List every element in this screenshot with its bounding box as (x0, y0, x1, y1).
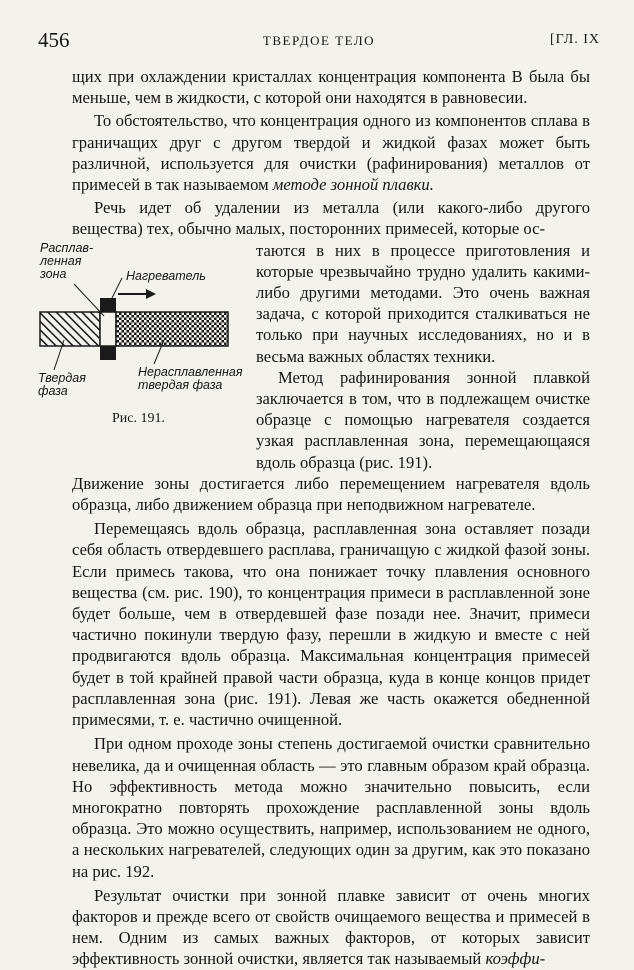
label-solid-line2: фаза (38, 383, 68, 398)
page-header (38, 22, 600, 52)
paragraph-5: Перемещаясь вдоль образца, расплавленная зона оставляет позади себя область отвердевшего расплава, граничащую с жидкой фазой зоны. Если примесь такова, что она понижает точку плавления основного вещества (см. рис. 190), то концентрация примеси в расплавленной зоне будет больше, чем в отвердевшей фазе позади нее. Значит, примеси частично покинули твердую фазу, перешли в жидкую и вместе с ней продвигаются вдоль образца. Максимальная концентрация примесей будет в той крайней правой части образца, куда в конце концов придет расплавленная зона (рис. 191). Левая же часть окажется обедненной примесями, т. е. частично очищенной. (72, 519, 590, 730)
paragraph-2-emphasis: методе зонной плавки. (272, 175, 434, 195)
label-melted-zone-line1: Расплав- (40, 240, 94, 255)
label-solid-phase (38, 372, 86, 398)
melted-zone-region (100, 312, 116, 346)
paragraph-7-emphasis: коэффи- (485, 949, 546, 969)
label-melted-zone-line2: ленная (40, 253, 82, 268)
direction-arrow-head (146, 289, 156, 299)
running-title: ТВЕРДОЕ ТЕЛО (262, 33, 376, 48)
label-melted-zone (40, 242, 93, 281)
figure-caption: Рис. 191. (112, 410, 165, 426)
label-unmelted-phase (138, 366, 243, 392)
paragraph-2 (72, 110, 590, 195)
leader-melted-zone (74, 284, 104, 316)
paragraph-3-top: Речь идет об удалении из металла (или какого-либо другого вещества) тех, обычно малых, посторонних примесей, которые ос- (72, 198, 590, 239)
label-solid-line1: Твердая (38, 370, 86, 385)
page-body (38, 66, 590, 970)
figure-wrap-block (38, 240, 590, 473)
page-number: 456 (38, 28, 70, 52)
paragraph-4-rest: Движение зоны достигается либо перемещением нагревателя вдоль образца, либо движением образца при неподвижном нагревателе. (72, 473, 590, 515)
paragraph-4-wrap: Метод рафинирования зонной плавкой заключается в том, что в подлежащем очистке образце с помощью нагревателя создается узкая расплавленная зона, перемещающаяся вдоль образца (рис. 191). (256, 367, 590, 472)
paragraph-1: щих при охлаждении кристаллах концентрация компонента B была бы меньше, чем в жидкости, с которой они находятся в равновесии. (72, 67, 590, 108)
paragraph-7-text: Результат очистки при зонной плавке зависит от очень многих факторов и прежде всего от свойств очищаемого вещества и примесей в нем. Одним из самых важных факторов, от которых зависит эффективность зонной очистки, является так называемый (72, 885, 590, 969)
heater-top (100, 298, 116, 312)
paragraph-7 (72, 885, 590, 970)
wrapped-text (256, 240, 590, 473)
label-melted-zone-line3: зона (40, 266, 67, 281)
unmelted-region (116, 312, 228, 346)
solid-phase-region (40, 312, 100, 346)
heater-bottom (100, 346, 116, 360)
paragraph-3-wrap: таются в них в процессе приготовления и которые чрезвычайно трудно удалить какими-либо другими методами. Это очень важная задача, с которой приходится сталкиваться не только при научных исследованиях, но и в весьма важных областях техники. (256, 240, 590, 366)
paragraph-6: При одном проходе зоны степень достигаемой очистки сравнительно невелика, да и очищенная область — это главным образом край образца. Но эффективность метода можно значительно повысить, если многократно повторять прохождение расплавленной зоны вдоль образца. Это можно осуществить, например, использованием не одного, а нескольких нагревателей, следующих один за другим, как это показано на рис. 192. (72, 734, 590, 881)
paragraph-2-text: То обстоятельство, что концентрация одного из компонентов сплава в граничащих друг с другом твердой и жидкой фазах может быть различной, используется для очистки (рафинирования) металлов от примесей в так называемом (72, 111, 590, 195)
label-unmelted-line1: Нерасплавленная (138, 364, 243, 379)
label-heater: Нагреватель (126, 268, 206, 283)
chapter-label: [ГЛ. IX (550, 32, 600, 47)
figure-191 (34, 240, 243, 438)
label-unmelted-line2: твердая фаза (138, 377, 223, 392)
